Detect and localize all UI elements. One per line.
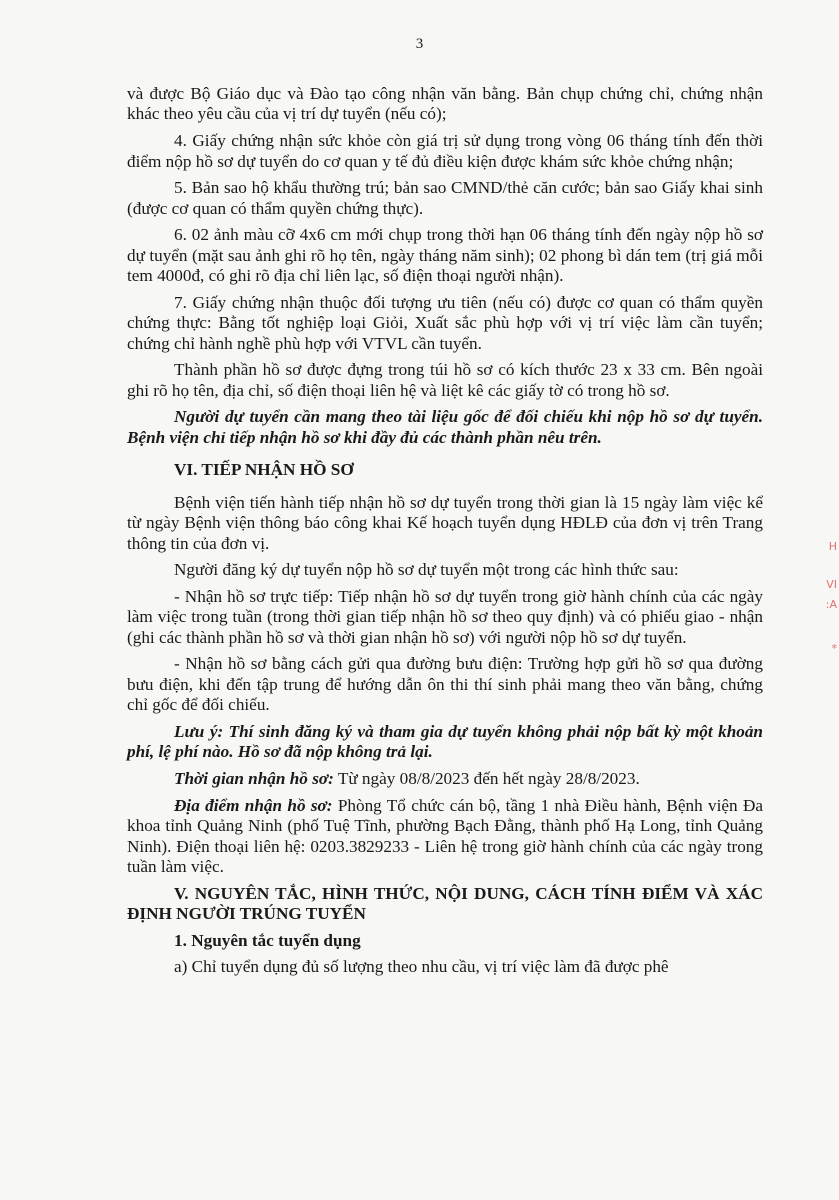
- stamp-text: *: [831, 642, 837, 655]
- paragraph: 7. Giấy chứng nhận thuộc đối tượng ưu tiên (nếu có) được cơ quan có thẩm quyền chứng thực: Bằng tốt nghiệp loại Giỏi, Xuất sắc phù hợp với vị trí việc làm cần tuyển; chứng chỉ hành nghề phù hợp với VTVL cần tuyển.: [127, 292, 763, 353]
- paragraph: [127, 769, 763, 789]
- paragraph: và được Bộ Giáo dục và Đào tạo công nhận văn bằng. Bản chụp chứng chỉ, chứng nhận khác theo yêu cầu của vị trí dự tuyển (nếu có);: [127, 84, 763, 124]
- text: Phòng Tổ chức cán bộ, tầng 1 nhà Điều hành, Bệnh viện Đa khoa tỉnh Quảng Ninh (phố Tuệ Tĩnh, phường Bạch Đằng, thành phố Hạ Long, tỉnh Quảng Ninh). Điện thoại liên hệ: 0203.3829233 - Liên hệ trong giờ hành chính của các ngày trong tuần làm việc.: [127, 795, 763, 876]
- section-heading: VI. TIẾP NHẬN HỒ SƠ: [174, 460, 354, 480]
- text: Từ ngày 08/8/2023 đến hết ngày 28/8/2023.: [333, 769, 640, 789]
- paragraph: Bệnh viện tiến hành tiếp nhận hồ sơ dự tuyển trong thời gian là 15 ngày làm việc kể từ ngày Bệnh viện thông báo công khai Kế hoạch tuyển dụng HĐLĐ của đơn vị trên Trang thông tin của đơn vị.: [127, 492, 763, 553]
- paragraph: 6. 02 ảnh màu cỡ 4x6 cm mới chụp trong thời hạn 06 tháng tính đến ngày nộp hồ sơ dự tuyển (mặt sau ảnh ghi rõ họ tên, ngày tháng năm sinh); 02 phong bì dán tem (trị giá mỗi tem 4000đ, có ghi rõ địa chỉ liên lạc, số điện thoại người nhận).: [127, 225, 763, 286]
- paragraph: - Nhận hồ sơ trực tiếp: Tiếp nhận hồ sơ dự tuyển trong giờ hành chính của các ngày làm việc trong tuần (trong thời gian tiếp nhận hồ sơ theo quy định) và có phiếu giao - nhận (ghi các thành phần hồ sơ và thời gian nhận hồ sơ) với người nộp hồ sơ dự tuyển.: [127, 586, 763, 647]
- label: Địa điểm nhận hồ sơ:: [174, 795, 333, 815]
- paragraph: [127, 796, 763, 878]
- paragraph: - Nhận hồ sơ bằng cách gửi qua đường bưu điện: Trường hợp gửi hồ sơ qua đường bưu điện, khi đến tập trung để hướng dẫn ôn thi thí sinh phải mang theo văn bằng, chứng chỉ gốc để đối chiếu.: [127, 654, 763, 715]
- stamp-text: VI: [826, 578, 837, 591]
- paragraph: 4. Giấy chứng nhận sức khỏe còn giá trị sử dụng trong vòng 06 tháng tính đến thời điểm nộp hồ sơ dự tuyển do cơ quan y tế đủ điều kiện được khám sức khỏe chứng nhận;: [127, 131, 763, 171]
- stamp-text: :A: [825, 598, 837, 611]
- note-paragraph: Lưu ý: Thí sinh đăng ký và tham gia dự tuyển không phải nộp bất kỳ một khoản phí, lệ phí nào. Hồ sơ đã nộp không trả lại.: [127, 721, 763, 762]
- subsection-heading: 1. Nguyên tắc tuyển dụng: [174, 930, 361, 950]
- section-heading: V. NGUYÊN TẮC, HÌNH THỨC, NỘI DUNG, CÁCH TÍNH ĐIỂM VÀ XÁC ĐỊNH NGƯỜI TRÚNG TUYỂN: [127, 883, 763, 924]
- note-paragraph: Người dự tuyển cần mang theo tài liệu gốc để đối chiếu khi nộp hồ sơ dự tuyển. Bệnh viện chỉ tiếp nhận hồ sơ khi đầy đủ các thành phần nêu trên.: [127, 407, 763, 447]
- paragraph: 5. Bản sao hộ khẩu thường trú; bản sao CMND/thẻ căn cước; bản sao Giấy khai sinh (được cơ quan có thẩm quyền chứng thực).: [127, 178, 763, 218]
- paragraph: a) Chỉ tuyển dụng đủ số lượng theo nhu cầu, vị trí việc làm đã được phê: [174, 957, 669, 977]
- document-body: [127, 84, 763, 978]
- stamp-text: H: [828, 540, 837, 553]
- paragraph: Thành phần hồ sơ được đựng trong túi hồ sơ có kích thước 23 x 33 cm. Bên ngoài ghi rõ họ tên, địa chỉ, số điện thoại liên hệ và liệt kê các giấy tờ có trong hồ sơ.: [127, 360, 763, 400]
- label: Thời gian nhận hồ sơ:: [174, 769, 334, 789]
- page-number: 3: [415, 36, 424, 52]
- paragraph: Người đăng ký dự tuyển nộp hồ sơ dự tuyển một trong các hình thức sau:: [174, 560, 679, 580]
